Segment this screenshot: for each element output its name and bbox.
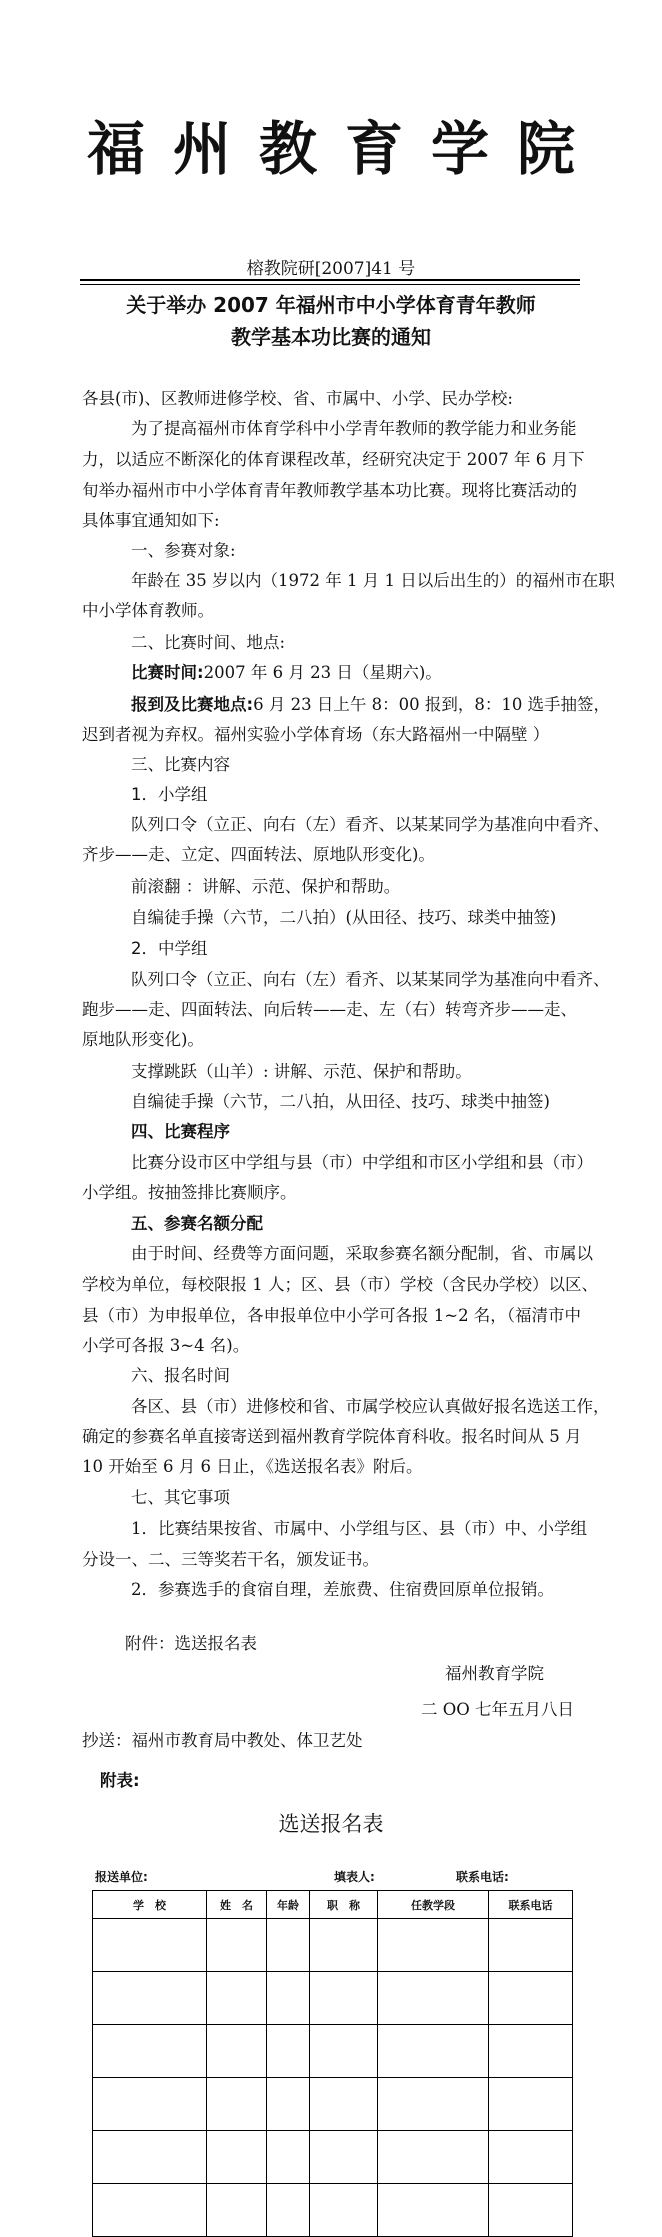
document-number: 榕教院研[2007]41 号 xyxy=(246,259,416,279)
primary-group-item: 前滚翻 ：讲解、示范、保护和帮助。 xyxy=(131,877,401,896)
section-6-text: 确定的参赛名单直接寄送到福州教育学院体育科收。报名时间从 5 月 xyxy=(82,1427,582,1446)
column-header-teaching-level: 任教学段 xyxy=(378,1891,489,1919)
registration-table xyxy=(92,1890,573,2237)
competition-place-value: 6 月 23 日上午 8：00 报到，8：10 选手抽签， xyxy=(253,695,611,714)
section-4-heading: 四、比赛程序 xyxy=(131,1122,230,1141)
table-cell xyxy=(310,2131,378,2184)
salutation: 各县(市)、区教师进修学校、省、市属中、小学、民办学校: xyxy=(82,389,513,408)
table-cell xyxy=(310,1972,378,2025)
table-cell xyxy=(93,2131,207,2184)
table-cell xyxy=(267,1972,310,2025)
signature-org: 福州教育学院 xyxy=(445,1664,544,1683)
table-cell xyxy=(93,2184,207,2237)
table-cell xyxy=(310,2078,378,2131)
section-7-heading: 七、其它事项 xyxy=(131,1488,230,1507)
table-row xyxy=(93,2078,573,2131)
notice-title-line2: 教学基本功比赛的通知 xyxy=(231,325,431,349)
column-header-title: 职 称 xyxy=(310,1891,378,1919)
section-2-heading: 二、比赛时间、地点: xyxy=(131,633,286,652)
table-cell xyxy=(93,1919,207,1972)
table-cell xyxy=(207,2025,267,2078)
competition-place-label: 报到及比赛地点: xyxy=(131,695,254,714)
table-cell xyxy=(207,2078,267,2131)
intro-line: 力，以适应不断深化的体育课程改革，经研究决定于 2007 年 6 月下 xyxy=(82,450,585,469)
section-7-item: 2．参赛选手的食宿自理，差旅费、住宿费回原单位报销。 xyxy=(131,1580,554,1599)
section-4-text: 比赛分设市区中学组与县（市）中学组和市区小学组和县（市） xyxy=(131,1153,593,1172)
table-cell xyxy=(378,1919,489,1972)
table-row xyxy=(93,1972,573,2025)
middle-group-text: 原地队形变化)。 xyxy=(82,1030,204,1049)
section-5-text: 小学可各报 3~4 名)。 xyxy=(82,1336,250,1355)
submit-unit-label: 报送单位: xyxy=(95,1870,148,1884)
section-3-heading: 三、比赛内容 xyxy=(131,755,230,774)
table-cell xyxy=(489,2025,573,2078)
section-7-item: 1．比赛结果按省、市属中、小学组与区、县（市）中、小学组 xyxy=(131,1519,587,1538)
attachment-note: 附件：选送报名表 xyxy=(125,1634,257,1653)
table-cell xyxy=(378,2025,489,2078)
appendix-label: 附表: xyxy=(100,1771,140,1790)
table-cell xyxy=(93,1972,207,2025)
table-cell xyxy=(93,2078,207,2131)
table-row xyxy=(93,2131,573,2184)
middle-group-item: 自编徒手操（六节，二八拍，从田径、技巧、球类中抽签) xyxy=(131,1092,550,1111)
phone-label: 联系电话: xyxy=(456,1870,509,1884)
table-cell xyxy=(207,1919,267,1972)
filler-label: 填表人: xyxy=(334,1870,375,1884)
primary-group-heading: 1．小学组 xyxy=(131,785,208,804)
section-5-text: 学校为单位，每校限报 1 人；区、县（市）学校（含民办学校）以区、 xyxy=(82,1275,598,1294)
section-5-text: 由于时间、经费等方面问题，采取参赛名额分配制，省、市属以 xyxy=(131,1244,593,1263)
table-cell xyxy=(267,2025,310,2078)
section-6-text: 10 开始至 6 月 6 日止，《选送报名表》附后。 xyxy=(82,1457,423,1476)
table-cell xyxy=(489,2131,573,2184)
table-cell xyxy=(207,1972,267,2025)
primary-group-item: 自编徒手操（六节，二八拍）(从田径、技巧、球类中抽签) xyxy=(131,908,557,927)
section-6-text: 各区、县（市）进修校和省、市属学校应认真做好报名选送工作， xyxy=(131,1397,610,1416)
section-5-text: 县（市）为申报单位，各申报单位中小学可各报 1~2 名，（福清市中 xyxy=(82,1306,582,1325)
column-header-phone: 联系电话 xyxy=(489,1891,573,1919)
intro-line: 为了提高福州市体育学科中小学青年教师的教学能力和业务能 xyxy=(131,419,577,438)
table-cell xyxy=(310,2184,378,2237)
primary-group-text: 齐步——走、立定、四面转法、原地队形变化)。 xyxy=(82,845,435,864)
table-cell xyxy=(207,2184,267,2237)
table-cell xyxy=(378,1972,489,2025)
section-5-heading: 五、参赛名额分配 xyxy=(131,1214,263,1233)
table-cell xyxy=(310,1919,378,1972)
signature-date: 二 OO 七年五月八日 xyxy=(421,1700,575,1719)
table-cell xyxy=(489,2184,573,2237)
table-cell xyxy=(378,2078,489,2131)
section-1-text: 中小学体育教师。 xyxy=(82,601,214,620)
cc-line: 抄送：福州市教育局中教处、体卫艺处 xyxy=(82,1731,363,1750)
table-row xyxy=(93,1919,573,1972)
table-cell xyxy=(489,1919,573,1972)
header-rule-thick xyxy=(80,279,580,281)
notice-title-line1: 关于举办 2007 年福州市中小学体育青年教师 xyxy=(126,293,536,317)
table-cell xyxy=(267,2184,310,2237)
table-cell xyxy=(489,1972,573,2025)
table-cell xyxy=(93,2025,207,2078)
table-row xyxy=(93,2025,573,2078)
middle-group-heading: 2．中学组 xyxy=(131,939,208,958)
section-1-heading: 一、参赛对象: xyxy=(131,541,236,560)
table-cell xyxy=(267,1919,310,1972)
section-1-text: 年龄在 35 岁以内（1972 年 1 月 1 日以后出生的）的福州市在职 xyxy=(131,571,615,590)
table-cell xyxy=(267,2078,310,2131)
middle-group-text: 队列口令（立正、向右（左）看齐、以某某同学为基准向中看齐、 xyxy=(131,970,610,989)
table-header-row xyxy=(93,1891,573,1919)
table-row xyxy=(93,2184,573,2237)
table-body xyxy=(93,1919,573,2237)
table-cell xyxy=(207,2131,267,2184)
middle-group-text: 跑步——走、四面转法、向后转——走、左（右）转弯齐步——走、 xyxy=(82,1000,577,1019)
competition-place xyxy=(131,691,610,715)
competition-time-label: 比赛时间: xyxy=(131,663,204,682)
intro-line: 具体事宜通知如下: xyxy=(82,511,220,530)
form-title: 选送报名表 xyxy=(278,1812,384,1836)
table-cell xyxy=(310,2025,378,2078)
column-header-age: 年龄 xyxy=(267,1891,310,1919)
competition-time-value: 2007 年 6 月 23 日（星期六)。 xyxy=(203,663,442,682)
table-cell xyxy=(267,2131,310,2184)
header-rule-thin xyxy=(80,284,580,285)
column-header-school: 学 校 xyxy=(93,1891,207,1919)
table-cell xyxy=(378,2184,489,2237)
table-cell xyxy=(378,2131,489,2184)
middle-group-item: 支撑跳跃（山羊）: 讲解、示范、保护和帮助。 xyxy=(131,1062,472,1081)
table-cell xyxy=(489,2078,573,2131)
section-7-item: 分设一、二、三等奖若干名，颁发证书。 xyxy=(82,1550,379,1569)
institution-masthead: 福州教育学院 xyxy=(86,115,603,183)
column-header-name: 姓 名 xyxy=(207,1891,267,1919)
competition-time xyxy=(131,659,442,683)
section-4-text: 小学组。按抽签排比赛顺序。 xyxy=(82,1183,297,1202)
primary-group-text: 队列口令（立正、向右（左）看齐、以某某同学为基准向中看齐、 xyxy=(131,815,610,834)
section-6-heading: 六、报名时间 xyxy=(131,1366,230,1385)
intro-line: 旬举办福州市中小学体育青年教师教学基本功比赛。现将比赛活动的 xyxy=(82,481,577,500)
competition-place-cont: 迟到者视为弃权。福州实验小学体育场（东大路福州一中隔壁 ） xyxy=(82,725,550,744)
